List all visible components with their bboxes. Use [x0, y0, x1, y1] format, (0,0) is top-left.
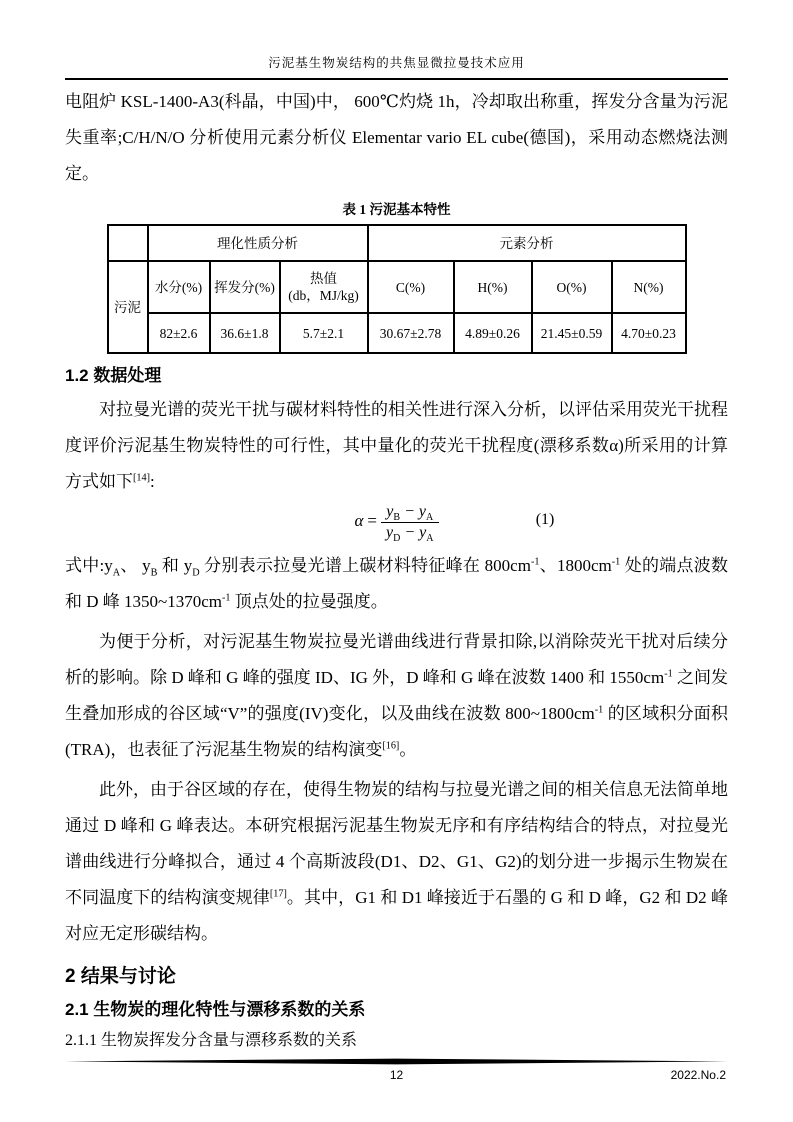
equation-alpha-symbol: α: [354, 511, 364, 531]
value-n: 4.70±0.23: [612, 313, 686, 353]
col-header-n: N(%): [612, 261, 686, 313]
fraction-denominator: $y_D - y_A$: [386, 524, 434, 545]
value-moisture: 82±2.6: [148, 313, 210, 353]
paragraph-methods: 电阻炉 KSL-1400-A3(科晶，中国)中， 600℃灼烧 1h，冷却取出称重，挥发分含量为污泥失重率;C/H/N/O 分析使用元素分析仪 Elementar vario EL cube(德国)，采用动态燃烧法测定。: [65, 92, 728, 183]
paragraph-data-processing: 对拉曼光谱的荧光干扰与碳材料特性的相关性进行深入分析，以评估采用荧光干扰程度评价污泥基生物炭特性的可行性，其中量化的荧光干扰程度(漂移系数α)所采用的计算方式如下[14]:: [65, 400, 728, 491]
header-rule: [65, 78, 728, 80]
col-header-moisture: 水分(%): [148, 261, 210, 313]
row-label-sludge: 污泥: [108, 261, 148, 353]
paragraph-background-subtraction: 为便于分析，对污泥基生物炭拉曼光谱曲线进行背景扣除,以消除荧光干扰对后续分析的影响。除 D 峰和 G 峰的强度 ID、IG 外，D 峰和 G 峰在波数 1400 和 $1550cm^{-1}$ 之间发生叠加形成的谷区域“V”的强度(IV)变化，以及曲线在波数 $800\sim 1800cm^{-1}$ 的区域积分面积(TRA)，也表征了污泥基生物炭的结构演变[16]。: [65, 632, 729, 759]
paragraph-equation-note: 式中$:y_A$、 $y_B$ 和 $y_D$ 分别表示拉曼光谱上碳材料特征峰在 $800cm^{-1}$、$1800cm^{-1}$ 处的端点波数和 D 峰 $1350\sim 1370cm^{-1}$ 顶点处的拉曼强度。: [65, 556, 729, 611]
group-header-physchem: 理化性质分析: [148, 225, 368, 261]
page-number: 12: [389, 1068, 404, 1082]
table-corner-cell: [108, 225, 148, 261]
table-row: [108, 313, 686, 353]
group-header-elemental: 元素分析: [368, 225, 686, 261]
table-1: [107, 224, 687, 354]
section-heading-2-1: 2.1 生物炭的理化特性与漂移系数的关系: [65, 1000, 366, 1019]
section-heading-1-2: 1.2 数据处理: [65, 366, 162, 385]
value-o: 21.45±0.59: [532, 313, 612, 353]
issue-label: 2022.No.2: [670, 1068, 726, 1082]
table-row: [108, 261, 686, 313]
equation-equals-sign: =: [367, 511, 378, 531]
value-heating-value: 5.7±2.1: [280, 313, 368, 353]
footer-rule: [65, 1058, 728, 1065]
value-volatile: 36.6±1.8: [210, 313, 280, 353]
value-c: 30.67±2.78: [368, 313, 454, 353]
page-footer: [65, 1058, 728, 1086]
section-heading-2-1-1: 2.1.1 生物炭挥发分含量与漂移系数的关系: [65, 1032, 358, 1049]
col-header-h: H(%): [454, 261, 532, 313]
equation-fraction: [381, 502, 438, 543]
footer-text-row: [65, 1068, 728, 1086]
equation-number: (1): [535, 511, 555, 528]
table-row: [108, 225, 686, 261]
fraction-numerator: $y_B - y_A$: [381, 502, 438, 523]
col-header-heating-value: 热值 (db，MJ/kg): [280, 261, 368, 313]
value-h: 4.89±0.26: [454, 313, 532, 353]
equation-1: [65, 500, 728, 544]
col-header-o: O(%): [532, 261, 612, 313]
section-heading-2: 2 结果与讨论: [65, 966, 176, 987]
col-header-volatile: 挥发分(%): [210, 261, 280, 313]
table-caption: 表 1 污泥基本特性: [342, 202, 451, 217]
col-header-c: C(%): [368, 261, 454, 313]
equation-expression: [354, 502, 438, 543]
running-head: 污泥基生物炭结构的共焦显微拉曼技术应用: [268, 56, 525, 70]
paragraph-peak-fitting: 此外，由于谷区域的存在，使得生物炭的结构与拉曼光谱之间的相关信息无法简单地通过 D 峰和 G 峰表达。本研究根据污泥基生物炭无序和有序结构结合的特点，对拉曼光谱曲线进行分峰拟合，通过 4 个高斯波段(D1、D2、G1、G2)的划分进一步揭示生物炭在不同温度下的结构演变规律[17]。其中，G1 和 D1 峰接近于石墨的 G 和 D 峰，G2 和 D2 峰对应无定形碳结构。: [65, 780, 728, 943]
